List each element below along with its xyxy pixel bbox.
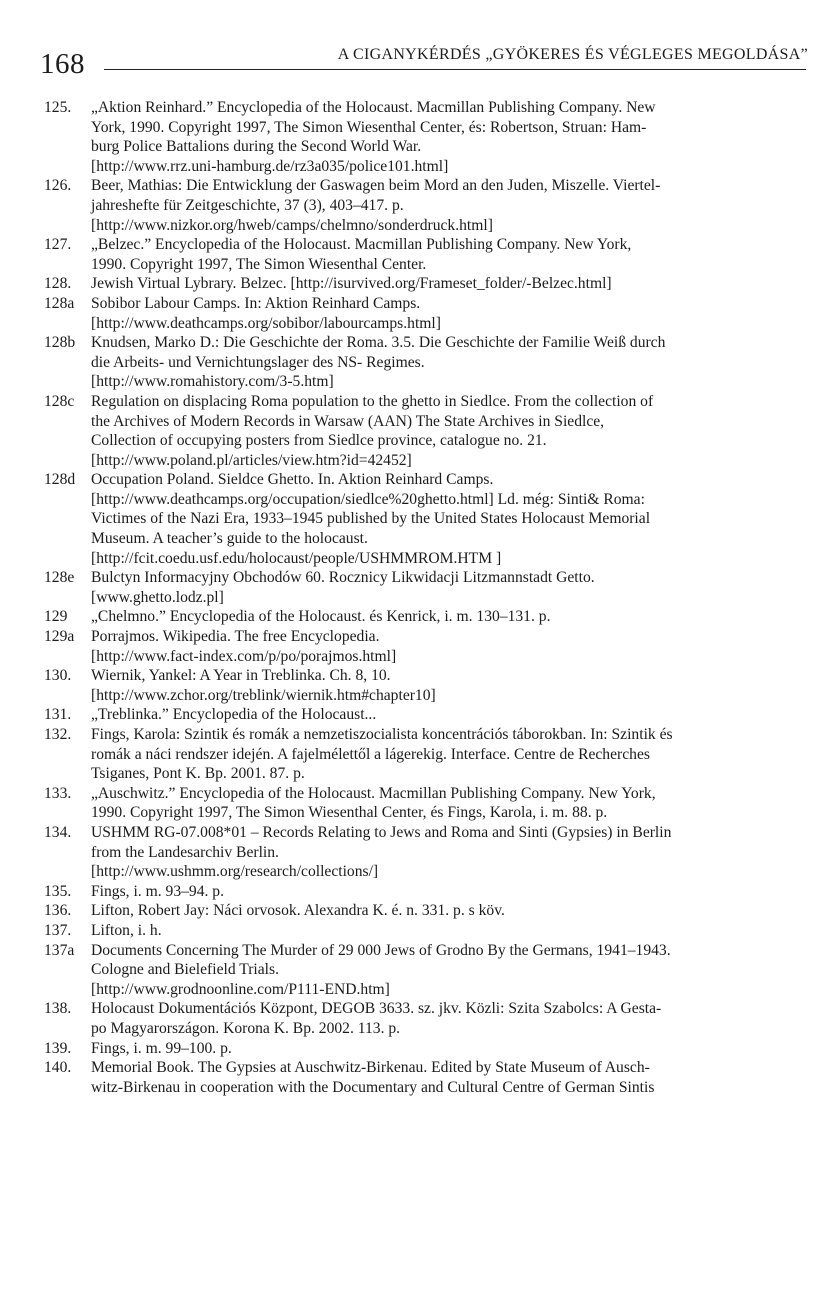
endnote-line: [http://www.ushmm.org/research/collections/] bbox=[91, 863, 379, 881]
endnote-line: Porrajmos. Wikipedia. The free Encyclopedia. bbox=[91, 628, 380, 646]
endnote-item bbox=[44, 882, 808, 902]
endnote-item bbox=[44, 921, 808, 941]
endnote-text bbox=[91, 235, 808, 274]
endnote-item bbox=[44, 294, 808, 333]
endnote-line: „Belzec.” Encyclopedia of the Holocaust. Macmillan Publishing Company. New York, bbox=[91, 236, 632, 254]
endnote-line: jahreshefte für Zeitgeschichte, 37 (3), 403–417. p. bbox=[91, 196, 404, 214]
endnote-number: 134. bbox=[44, 823, 72, 841]
endnote-number: 136. bbox=[44, 902, 72, 920]
endnote-line: 1990. Copyright 1997, The Simon Wiesenthal Center, és Fings, Karola, i. m. 88. p. bbox=[91, 804, 608, 822]
endnote-line: the Archives of Modern Records in Warsaw (AAN) The State Archives in Siedlce, bbox=[91, 412, 605, 430]
endnote-text bbox=[91, 176, 808, 235]
endnote-line: Wiernik, Yankel: A Year in Treblinka. Ch. 8, 10. bbox=[91, 667, 391, 685]
endnote-number: 131. bbox=[44, 706, 72, 724]
endnote-line: Sobibor Labour Camps. In: Aktion Reinhard Camps. bbox=[91, 294, 421, 312]
endnote-number: 140. bbox=[44, 1059, 72, 1077]
endnote-text bbox=[91, 274, 808, 294]
endnote-line: Tsiganes, Pont K. Bp. 2001. 87. p. bbox=[91, 765, 305, 783]
endnote-text bbox=[91, 392, 808, 470]
page-number: 168 bbox=[40, 48, 85, 80]
endnote-line: Bulctyn Informacyjny Obchodów 60. Rocznicy Likwidacji Litzmannstadt Getto. bbox=[91, 569, 595, 587]
endnote-line: [http://www.deathcamps.org/occupation/siedlce%20ghetto.html] Ld. még: Sinti& Roma: bbox=[91, 490, 645, 508]
endnote-item bbox=[44, 176, 808, 235]
endnote-text bbox=[91, 921, 808, 941]
endnote-text bbox=[91, 705, 808, 725]
endnote-item bbox=[44, 823, 808, 882]
endnote-line: burg Police Battalions during the Second World War. bbox=[91, 138, 422, 156]
endnote-text bbox=[91, 999, 808, 1038]
endnote-line: „Auschwitz.” Encyclopedia of the Holocaust. Macmillan Publishing Company. New York, bbox=[91, 784, 656, 802]
endnote-line: „Aktion Reinhard.” Encyclopedia of the Holocaust. Macmillan Publishing Company. New bbox=[91, 99, 656, 116]
endnote-text bbox=[91, 1058, 808, 1097]
endnote-line: Lifton, i. h. bbox=[91, 921, 162, 939]
endnote-line: USHMM RG-07.008*01 – Records Relating to Jews and Roma and Sinti (Gypsies) in Berlin bbox=[91, 823, 672, 841]
header-rule bbox=[104, 69, 806, 70]
endnote-text bbox=[91, 568, 808, 607]
endnote-line: [http://www.rrz.uni-hamburg.de/rz3a035/police101.html] bbox=[91, 157, 449, 175]
endnote-number: 133. bbox=[44, 784, 72, 802]
endnote-number: 128c bbox=[44, 392, 75, 410]
endnote-text bbox=[91, 627, 808, 666]
endnote-text bbox=[91, 725, 808, 784]
endnote-line: witz-Birkenau in cooperation with the Documentary and Cultural Centre of German Sintis bbox=[91, 1078, 655, 1096]
endnote-text bbox=[91, 901, 808, 921]
endnote-text bbox=[91, 98, 808, 176]
endnote-line: Lifton, Robert Jay: Náci orvosok. Alexandra K. é. n. 331. p. s köv. bbox=[91, 902, 505, 920]
endnote-line: „Chelmno.” Encyclopedia of the Holocaust. és Kenrick, i. m. 130–131. p. bbox=[91, 608, 551, 626]
endnote-line: Museum. A teacher’s guide to the holocaust. bbox=[91, 530, 368, 548]
endnote-line: [http://www.grodnoonline.com/P111-END.htm] bbox=[91, 980, 390, 998]
endnote-item bbox=[44, 725, 808, 784]
endnote-item bbox=[44, 705, 808, 725]
endnote-number: 135. bbox=[44, 882, 72, 900]
endnote-text bbox=[91, 823, 808, 882]
endnote-line: 1990. Copyright 1997, The Simon Wiesenthal Center. bbox=[91, 255, 427, 273]
endnote-number: 128a bbox=[44, 294, 75, 312]
endnote-number: 128b bbox=[44, 334, 76, 352]
endnote-line: romák a náci rendszer idején. A fajelmélettől a lágerekig. Interface. Centre de Recherches bbox=[91, 745, 650, 763]
endnote-item bbox=[44, 98, 808, 176]
endnote-line: [http://www.nizkor.org/hweb/camps/chelmno/sonderdruck.html] bbox=[91, 216, 493, 234]
endnote-number: 137a bbox=[44, 941, 75, 959]
endnote-number: 125. bbox=[44, 99, 72, 116]
endnote-text bbox=[91, 607, 808, 627]
endnote-text bbox=[91, 882, 808, 902]
endnote-line: [http://www.fact-index.com/p/po/porajmos.html] bbox=[91, 647, 397, 665]
endnote-text bbox=[91, 666, 808, 705]
endnote-number: 126. bbox=[44, 177, 72, 195]
endnote-line: Fings, Karola: Szintik és romák a nemzetiszocialista koncentrációs táborokban. In: Szintik és bbox=[91, 726, 673, 743]
endnote-item bbox=[44, 627, 808, 666]
endnote-line: Memorial Book. The Gypsies at Auschwitz-Birkenau. Edited by State Museum of Ausch- bbox=[91, 1059, 650, 1077]
endnote-item bbox=[44, 666, 808, 705]
endnote-item bbox=[44, 333, 808, 392]
endnote-line: [http://www.poland.pl/articles/view.htm?id=42452] bbox=[91, 451, 412, 469]
endnote-line: [http://www.romahistory.com/3-5.htm] bbox=[91, 373, 334, 391]
endnote-text bbox=[91, 294, 808, 333]
endnote-number: 130. bbox=[44, 667, 72, 685]
endnote-text bbox=[91, 941, 808, 1000]
endnote-line: Victimes of the Nazi Era, 1933–1945 published by the United States Holocaust Memorial bbox=[91, 510, 651, 528]
endnote-text bbox=[91, 470, 808, 568]
endnote-line: [http://www.deathcamps.org/sobibor/labourcamps.html] bbox=[91, 314, 441, 332]
endnote-line: po Magyarországon. Korona K. Bp. 2002. 113. p. bbox=[91, 1019, 401, 1037]
endnote-item bbox=[44, 392, 808, 470]
page-header bbox=[40, 38, 808, 90]
endnote-line: die Arbeits- und Vernichtungslager des NS- Regimes. bbox=[91, 353, 425, 371]
endnote-item bbox=[44, 235, 808, 274]
endnote-text bbox=[91, 1039, 808, 1059]
endnote-item bbox=[44, 274, 808, 294]
endnote-line: Regulation on displacing Roma population to the ghetto in Siedlce. From the collection of bbox=[91, 392, 654, 410]
endnote-item bbox=[44, 999, 808, 1038]
endnote-line: Holocaust Dokumentációs Központ, DEGOB 3633. sz. jkv. Közli: Szita Szabolcs: A Gesta- bbox=[91, 1000, 662, 1018]
endnote-line: Beer, Mathias: Die Entwicklung der Gaswagen beim Mord an den Juden, Miszelle. Viertel- bbox=[91, 177, 661, 195]
endnote-line: Fings, i. m. 99–100. p. bbox=[91, 1039, 232, 1057]
endnote-item bbox=[44, 470, 808, 568]
endnote-number: 128e bbox=[44, 569, 75, 587]
running-title: A CIGANYKÉRDÉS „GYÖKERES ÉS VÉGLEGES MEGOLDÁSA” bbox=[337, 46, 808, 63]
endnote-text bbox=[91, 784, 808, 823]
endnote-line: „Treblinka.” Encyclopedia of the Holocaust... bbox=[91, 706, 377, 724]
endnote-line: from the Landesarchiv Berlin. bbox=[91, 843, 279, 861]
endnote-number: 129a bbox=[44, 628, 75, 646]
endnote-item bbox=[44, 784, 808, 823]
endnote-number: 128. bbox=[44, 275, 72, 293]
endnote-line: Collection of occupying posters from Siedlce province, catalogue no. 21. bbox=[91, 432, 547, 450]
endnote-text bbox=[91, 333, 808, 392]
endnote-item bbox=[44, 1039, 808, 1059]
endnote-number: 137. bbox=[44, 921, 72, 939]
endnote-number: 132. bbox=[44, 726, 72, 743]
endnote-number: 129 bbox=[44, 608, 68, 626]
endnote-line: Cologne and Bielefield Trials. bbox=[91, 961, 279, 979]
endnote-line: York, 1990. Copyright 1997, The Simon Wiesenthal Center, és: Robertson, Struan: Ham- bbox=[91, 118, 647, 136]
endnote-line: Occupation Poland. Sieldce Ghetto. In. Aktion Reinhard Camps. bbox=[91, 471, 494, 489]
endnote-number: 138. bbox=[44, 1000, 72, 1018]
endnote-line: [http://fcit.coedu.usf.edu/holocaust/people/USHMMROM.HTM ] bbox=[91, 549, 502, 567]
endnotes-list bbox=[44, 98, 808, 1097]
endnote-line: [http://www.zchor.org/treblink/wiernik.htm#chapter10] bbox=[91, 686, 436, 704]
endnote-line: [www.ghetto.lodz.pl] bbox=[91, 588, 224, 606]
endnote-line: Knudsen, Marko D.: Die Geschichte der Roma. 3.5. Die Geschichte der Familie Weiß durch bbox=[91, 334, 666, 352]
endnote-item bbox=[44, 1058, 808, 1097]
endnote-number: 139. bbox=[44, 1039, 72, 1057]
endnote-line: Fings, i. m. 93–94. p. bbox=[91, 882, 224, 900]
endnote-item bbox=[44, 941, 808, 1000]
endnote-item bbox=[44, 607, 808, 627]
endnote-item bbox=[44, 901, 808, 921]
endnote-line: Jewish Virtual Lybrary. Belzec. [http://isurvived.org/Frameset_folder/-Belzec.html] bbox=[91, 275, 612, 293]
endnote-number: 127. bbox=[44, 236, 72, 254]
endnote-line: Documents Concerning The Murder of 29 000 Jews of Grodno By the Germans, 1941–1943. bbox=[91, 941, 671, 959]
endnote-number: 128d bbox=[44, 471, 76, 489]
endnote-item bbox=[44, 568, 808, 607]
